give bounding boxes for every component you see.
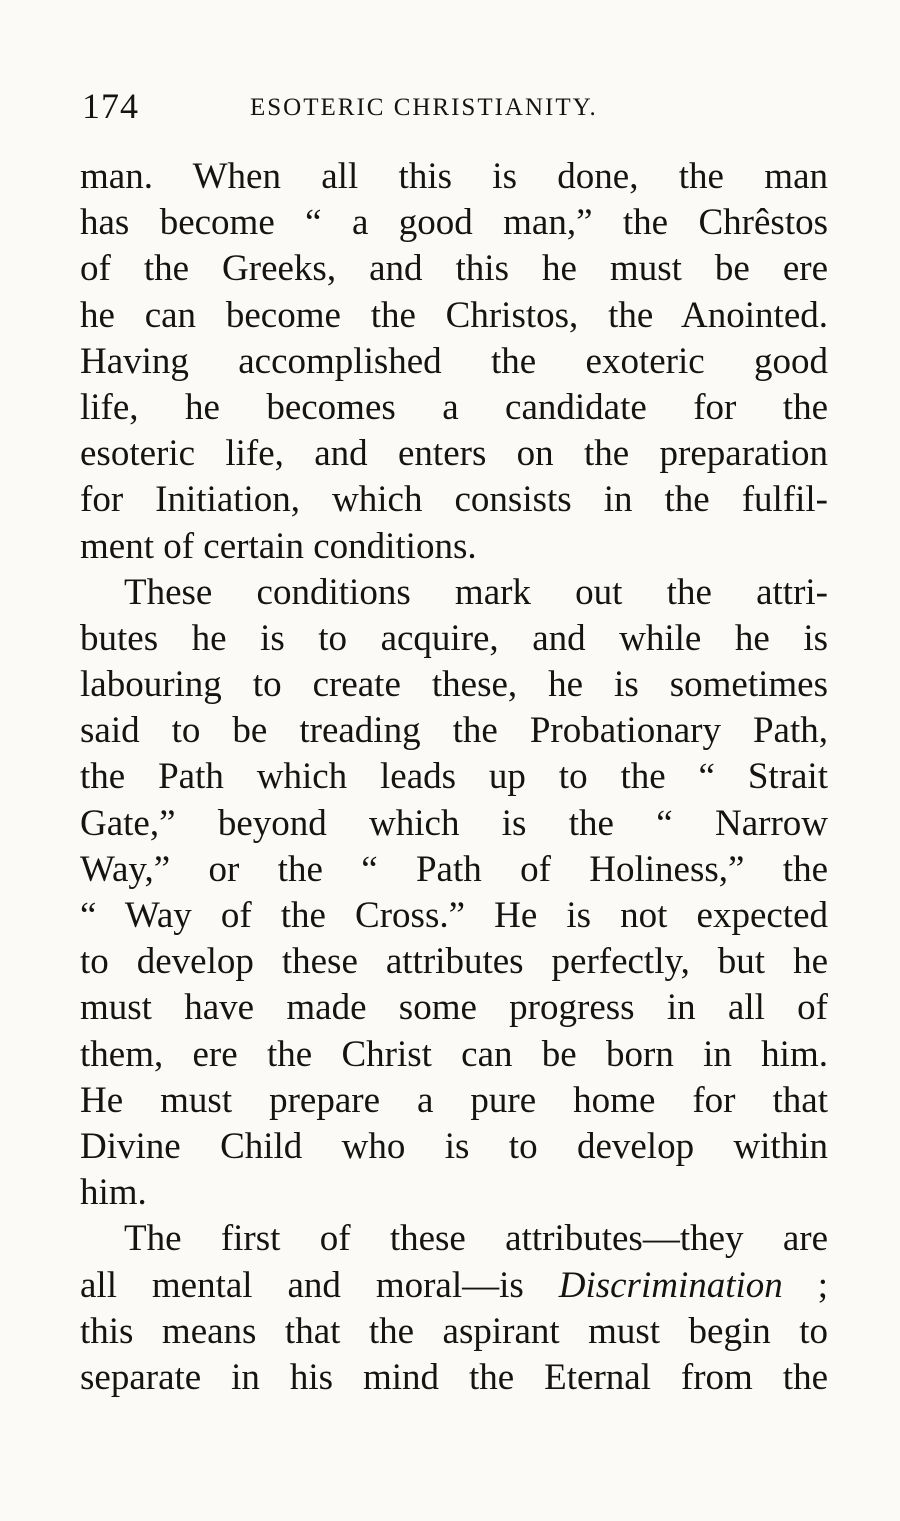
text-line: These conditions mark out the attri-: [124, 571, 828, 613]
text-line: The first of these attributes—they are: [124, 1218, 828, 1260]
text-line: butes he is to acquire, and while he is: [80, 617, 828, 659]
text-line: Divine Child who is to develop within: [80, 1125, 828, 1167]
text-line: “ Way of the Cross.” He is not expected: [80, 895, 828, 936]
paragraph-1: [80, 154, 828, 570]
text-line: esoteric life, and enters on the preparation: [80, 433, 828, 475]
text-line: He must prepare a pure home for that: [80, 1079, 828, 1121]
text-line: said to be treading the Probationary Path,: [80, 710, 828, 752]
text-line: Having accomplished the exoteric good: [80, 340, 828, 382]
text-line: him.: [80, 1172, 147, 1214]
text-line: separate in his mind the Eternal from the: [80, 1356, 828, 1398]
text-line: man. When all this is done, the man: [80, 156, 828, 197]
text-line: to develop these attributes perfectly, but he: [80, 941, 828, 983]
text-line: of the Greeks, and this he must be ere: [80, 248, 828, 290]
paragraph-3: [80, 1216, 828, 1401]
text-line: must have made some progress in all of: [80, 987, 828, 1029]
italic-term: Discrimination: [558, 1264, 783, 1306]
page-number: 174: [82, 86, 139, 126]
text-line: ment of certain conditions.: [80, 525, 477, 567]
text-line: [80, 1263, 828, 1309]
text-line: life, he becomes a candidate for the: [80, 386, 828, 428]
text-line: for Initiation, which consists in the fulfil-: [80, 479, 828, 521]
text-line: Gate,” beyond which is the “ Narrow: [80, 802, 828, 844]
page-header: [82, 84, 842, 128]
text-line: Way,” or the “ Path of Holiness,” the: [80, 848, 828, 890]
body-text: [80, 154, 828, 1401]
text-line: labouring to create these, he is sometimes: [80, 664, 828, 706]
text-line: the Path which leads up to the “ Strait: [80, 756, 828, 798]
running-title: ESOTERIC CHRISTIANITY.: [250, 94, 598, 121]
text-line: them, ere the Christ can be born in him.: [80, 1033, 828, 1075]
text-line: he can become the Christos, the Anointed.: [80, 294, 828, 336]
paragraph-2: [80, 570, 828, 1217]
text-line: this means that the aspirant must begin to: [80, 1310, 828, 1352]
text-line: has become “ a good man,” the Chrêstos: [80, 202, 828, 244]
text-run: all mental and moral—is: [80, 1264, 559, 1306]
text-run: ;: [782, 1264, 828, 1306]
